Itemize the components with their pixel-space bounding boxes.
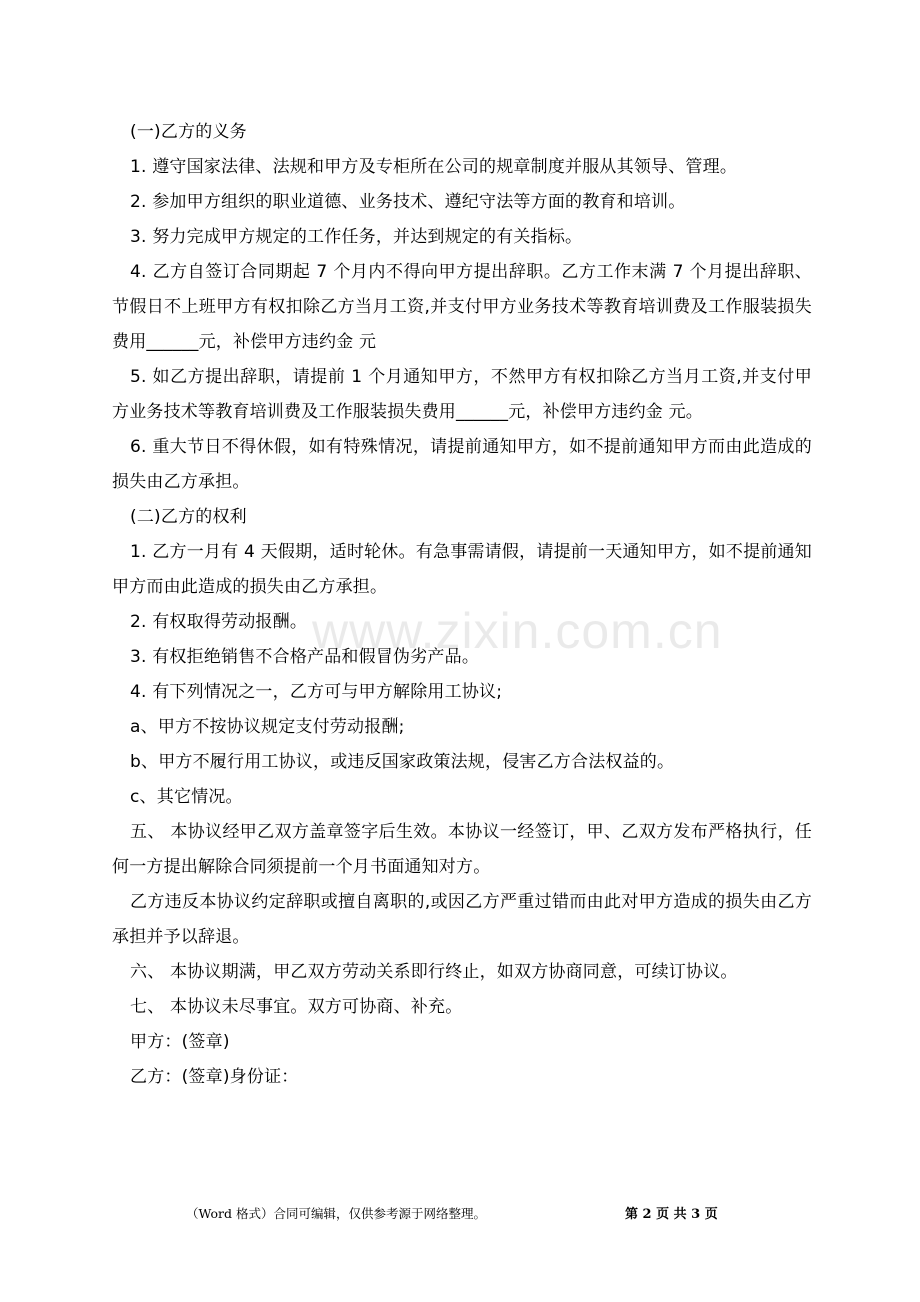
paragraph-clause-5: 五、 本协议经甲乙双方盖章签字后生效。本协议一经签订，甲、乙双方发布严格执行，任何一方提出解除合同须提前一个月书面通知对方。 xyxy=(112,822,812,877)
signature-party-a: 甲方：(签章) xyxy=(130,1032,230,1052)
footer-note: （Word 格式）合同可编辑，仅供参考源于网络整理。 xyxy=(186,1206,486,1221)
paragraph-right-2: 2. 有权取得劳动报酬。 xyxy=(130,612,308,632)
paragraph-right-4a: a、甲方不按协议规定支付劳动报酬; xyxy=(130,717,405,737)
document-body xyxy=(112,115,812,1095)
paragraph-clause-5-dismissal: 乙方违反本协议约定辞职或擅自离职的,或因乙方严重过错而由此对甲方造成的损失由乙方承担并予以辞退。 xyxy=(112,892,812,947)
paragraph-right-4: 4. 有下列情况之一，乙方可与甲方解除用工协议; xyxy=(130,682,503,702)
paragraph-obligation-6: 6. 重大节日不得休假，如有特殊情况，请提前通知甲方，如不提前通知甲方而由此造成的损失由乙方承担。 xyxy=(112,437,812,492)
section-heading-obligations: (一)乙方的义务 xyxy=(130,122,247,142)
section-heading-rights: (二)乙方的权利 xyxy=(130,507,247,527)
paragraph-right-4c: c、其它情况。 xyxy=(130,787,243,807)
paragraph-right-3: 3. 有权拒绝销售不合格产品和假冒伪劣产品。 xyxy=(130,647,480,667)
paragraph-obligation-2: 2. 参加甲方组织的职业道德、业务技术、遵纪守法等方面的教育和培训。 xyxy=(130,192,686,212)
signature-party-b: 乙方：(签章)身份证： xyxy=(130,1067,299,1087)
page-number: 第 2 页 共 3 页 xyxy=(625,1207,718,1222)
paragraph-obligation-5: 5. 如乙方提出辞职，请提前 1 个月通知甲方，不然甲方有权扣除乙方当月工资,并支付甲方业务技术等教育培训费及工作服装损失费用______元，补偿甲方违约金 元。 xyxy=(112,367,812,422)
paragraph-right-1: 1. 乙方一月有 4 天假期，适时轮休。有急事需请假，请提前一天通知甲方，如不提前通知甲方而由此造成的损失由乙方承担。 xyxy=(112,542,812,597)
paragraph-clause-7: 七、 本协议未尽事宜。双方可协商、补充。 xyxy=(130,997,463,1017)
paragraph-right-4b: b、甲方不履行用工协议，或违反国家政策法规，侵害乙方合法权益的。 xyxy=(130,752,675,772)
watermark: www.zixin.com.cn xyxy=(312,603,723,659)
paragraph-obligation-3: 3. 努力完成甲方规定的工作任务，并达到规定的有关指标。 xyxy=(130,227,583,247)
paragraph-obligation-4: 4. 乙方自签订合同期起 7 个月内不得向甲方提出辞职。乙方工作末满 7 个月提出辞职、节假日不上班甲方有权扣除乙方当月工资,并支付甲方业务技术等教育培训费及工作服装损失费用______元，补偿甲方违约金 元 xyxy=(112,262,812,352)
paragraph-clause-6: 六、 本协议期满，甲乙双方劳动关系即行终止，如双方协商同意，可续订协议。 xyxy=(130,962,738,982)
paragraph-obligation-1: 1. 遵守国家法律、法规和甲方及专柜所在公司的规章制度并服从其领导、管理。 xyxy=(130,157,738,177)
